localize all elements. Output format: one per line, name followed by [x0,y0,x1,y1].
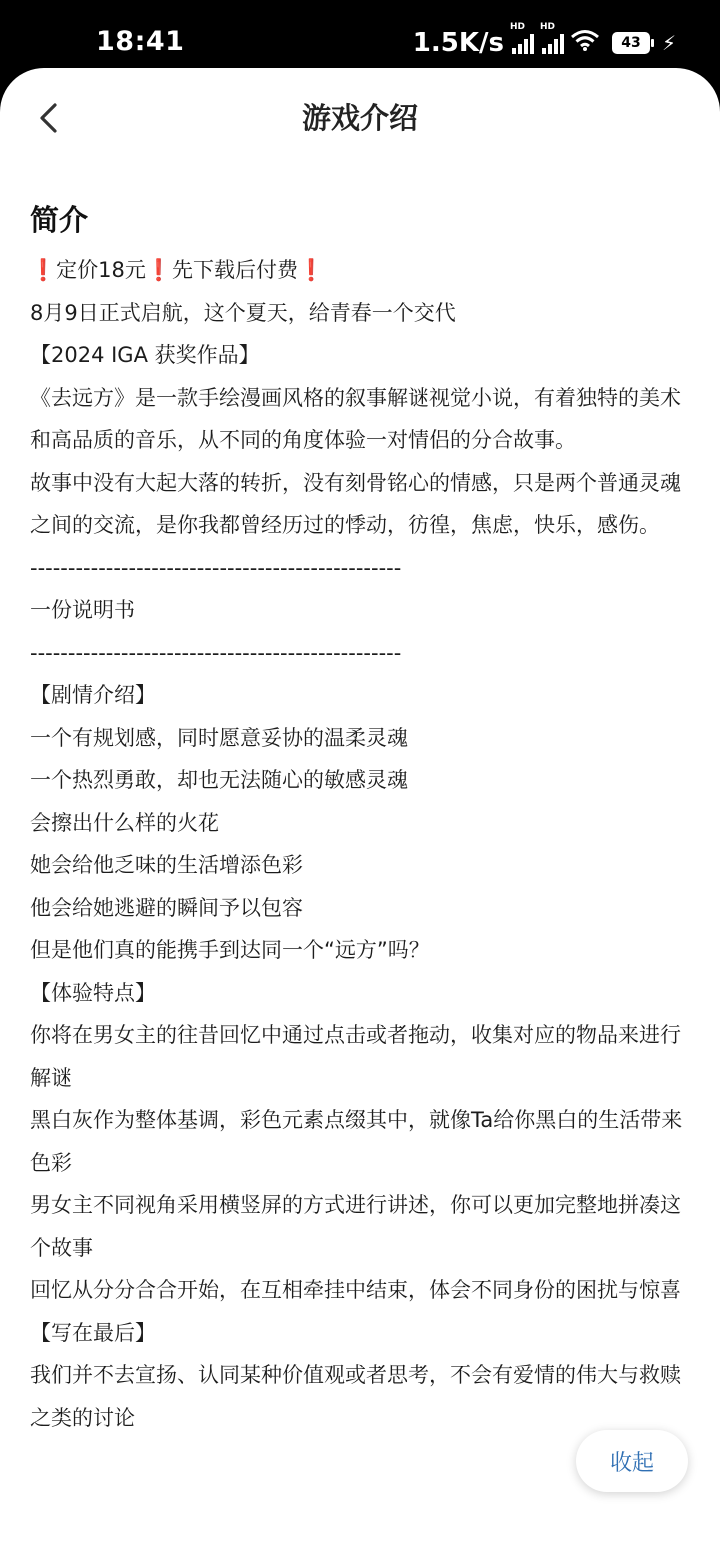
status-time: 18:41 [96,26,185,57]
text-line: 黑白灰作为整体基调，彩色元素点缀其中，就像Ta给你黑白的生活带来色彩 [30,1108,683,1175]
wifi-icon [570,28,600,58]
signal-icon-sim1: HD [512,32,534,54]
text-line: 故事中没有大起大落的转折，没有刻骨铭心的情感，只是两个普通灵魂之间的交流，是你我都曾经历过的悸动，彷徨，焦虑，快乐，感伤。 [30,470,681,537]
intro-sheet [0,68,720,1560]
signal-icon-sim2: HD [542,32,564,54]
text-line: 【写在最后】 [30,1320,156,1345]
description-text [30,249,694,1439]
text-line: 《去远方》是一款手绘漫画风格的叙事解谜视觉小说，有着独特的美术和高品质的音乐，从不同的角度体验一对情侣的分合故事。 [30,385,681,452]
text-line: 【2024 IGA 获奖作品】 [30,343,260,367]
charging-icon: ⚡ [661,31,676,55]
divider-line: ------------------------------------------------- [30,555,402,580]
text-line: 一个热烈勇敢，却也无法随心的敏感灵魂 [30,768,408,792]
network-speed: 1.5K/s [412,28,504,58]
text-line: 她会给他乏味的生活增添色彩 [30,853,303,877]
intro-content [30,198,694,1439]
text-line: 你将在男女主的往昔回忆中通过点击或者拖动，收集对应的物品来进行解谜 [30,1023,681,1090]
text-line: 一个有规划感，同时愿意妥协的温柔灵魂 [30,725,408,750]
text-line: 他会给她逃避的瞬间予以包容 [30,895,303,920]
text-line: 男女主不同视角采用横竖屏的方式进行讲述，你可以更加完整地拼凑这个故事 [30,1193,681,1260]
text-line: 但是他们真的能携手到达同一个“远方”吗？ [30,938,430,962]
divider-line: ------------------------------------------------- [30,640,402,665]
text-line: 我们并不去宣扬、认同某种价值观或者思考，不会有爱情的伟大与救赎之类的讨论 [30,1363,681,1430]
text-line: 【剧情介绍】 [30,683,156,707]
text-line: 会擦出什么样的火花 [30,810,219,835]
header [0,68,720,168]
text-line: ❗定价18元❗先下载后付费❗ [30,258,325,282]
status-indicators [412,22,676,58]
battery-level: 43 [621,35,641,51]
page-title: 游戏介绍 [301,101,418,135]
text-line: 8月9日正式启航，这个夏天，给青春一个交代 [30,300,456,325]
text-line: 一份说明书 [30,598,135,622]
section-title: 简介 [30,203,89,237]
text-line: 回忆从分分合合开始，在互相牵挂中结束，体会不同身份的困扰与惊喜 [30,1278,681,1302]
text-line: 【体验特点】 [30,980,156,1005]
battery-icon [612,32,650,54]
collapse-button[interactable]: 收起 [576,1430,688,1492]
